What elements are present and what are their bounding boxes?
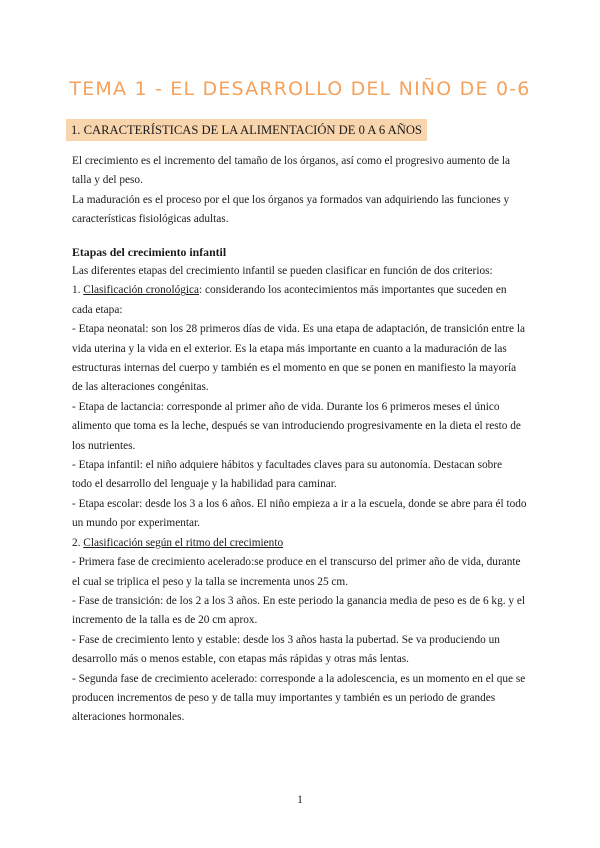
text-line: talla y del peso.	[72, 174, 143, 187]
page-number: 1	[297, 794, 303, 806]
text-line: un mundo por experimentar.	[72, 517, 200, 530]
text-line: todo el desarrollo del lenguaje y la habilidad para caminar.	[72, 478, 337, 491]
list-number: 2.	[72, 536, 84, 549]
text-line: de las alteraciones congénitas.	[72, 381, 209, 394]
list-number: 1.	[72, 284, 84, 297]
text-line: alteraciones hormonales.	[72, 711, 185, 724]
text-line: El crecimiento es el incremento del tamaño de los órganos, así como el progresivo aumento de la	[72, 155, 511, 167]
text-line: producen incrementos de peso y de talla muy importantes y también es un periodo de grandes	[72, 691, 496, 704]
text-line: La maduración es el proceso por el que los órganos ya formados van adquiriendo las funciones y	[72, 193, 510, 206]
classification-label-chronological: Clasificación cronológica	[83, 284, 200, 297]
text-line: estructuras internas del cuerpo y también es el momento en que se ponen en manifiesto la mayoría	[72, 362, 517, 375]
text-line: vida uterina y la vida en el exterior. Es la etapa más importante en cuanto a la maduración de las	[72, 342, 507, 355]
text-line: - Segunda fase de crecimiento acelerado: corresponde a la adolescencia, es un momento en el que se	[72, 672, 526, 685]
subheading: Etapas del crecimiento infantil	[72, 245, 227, 259]
text-line: alimento que toma es la leche, después se van introduciendo progresivamente en la dieta el resto de	[72, 420, 521, 433]
text-line: - Fase de transición: de los 2 a los 3 años. En este periodo la ganancia media de peso es de 6 kg. y el	[72, 594, 526, 607]
text-line: características fisiológicas adultas.	[72, 213, 229, 226]
text-line	[72, 281, 534, 300]
text-line: Las diferentes etapas del crecimiento infantil se pueden clasificar en función de dos criterios:	[72, 265, 493, 277]
section-heading: 1. CARACTERÍSTICAS DE LA ALIMENTACIÓN DE 0 A 6 AÑOS	[66, 119, 427, 141]
text-line: los nutrientes.	[72, 439, 136, 452]
text-line: cada etapa:	[72, 303, 123, 316]
text-line	[72, 534, 534, 553]
text-fragment: : considerando los acontecimientos más importantes que suceden en	[199, 284, 507, 297]
text-line: - Etapa infantil: el niño adquiere hábitos y facultades claves para su autonomía. Destacan sobre	[72, 459, 503, 472]
text-line: - Fase de crecimiento lento y estable: desde los 3 años hasta la pubertad. Se va produciendo un	[72, 633, 500, 646]
text-line: - Etapa neonatal: son los 28 primeros días de vida. Es una etapa de adaptación, de transición entre la	[72, 323, 525, 336]
intro-paragraph	[72, 152, 534, 230]
classification-label-growth-rate: Clasificación según el ritmo del crecimiento	[83, 536, 284, 549]
text-line: desarrollo más o menos estable, con etapas más rápidas y otras más lentas.	[72, 653, 409, 666]
document-title: TEMA 1 - EL DESARROLLO DEL NIÑO DE 0-6	[69, 78, 531, 100]
text-line: - Etapa de lactancia: corresponde al primer año de vida. Durante los 6 primeros meses el único	[72, 400, 500, 413]
text-line: - Primera fase de crecimiento acelerado:se produce en el transcurso del primer año de vida, durante	[72, 556, 521, 569]
text-line: el cual se triplica el peso y la talla se incrementa unos 25 cm.	[72, 575, 349, 588]
text-line: incremento de la talla es de 20 cm aprox.	[72, 614, 258, 627]
text-line: - Etapa escolar: desde los 3 a los 6 años. El niño empieza a ir a la escuela, donde se abre para él todo	[72, 497, 527, 510]
body-paragraph	[72, 262, 534, 728]
